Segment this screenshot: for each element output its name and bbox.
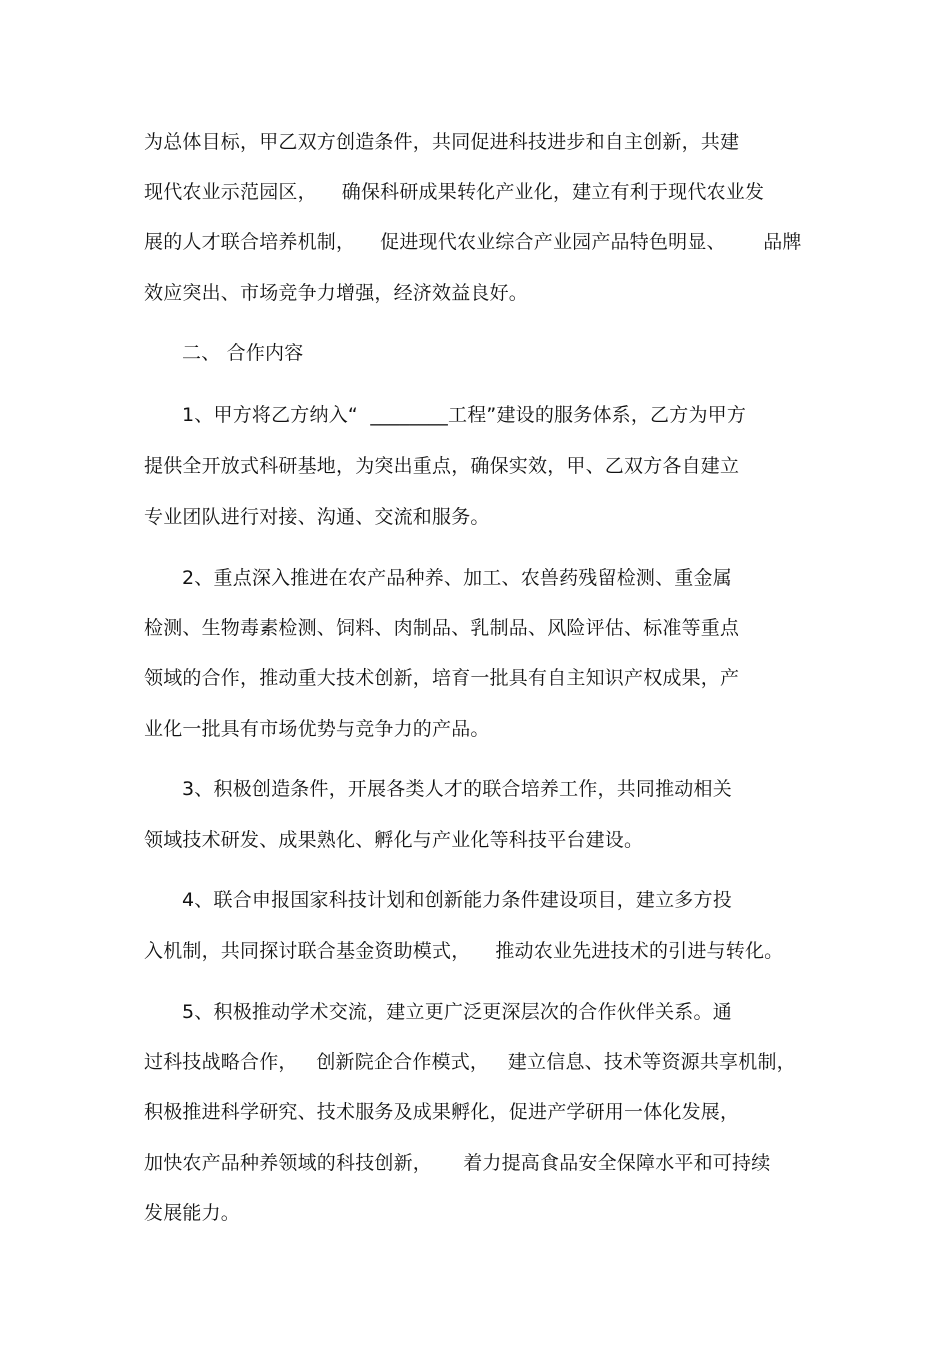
item-5-line-5: 发展能力。	[144, 1202, 241, 1224]
paragraph-goal-line-3: 展的人才联合培养机制， 促进现代农业综合产业园产品特色明显、 品牌	[144, 231, 802, 253]
paragraph-goal-line-1: 为总体目标，甲乙双方创造条件，共同促进科技进步和自主创新，共建	[144, 131, 740, 153]
item-5-line-2: 过科技战略合作， 创新院企合作模式， 建立信息、技术等资源共享机制，	[144, 1051, 796, 1073]
item-3-line-2: 领域技术研发、成果熟化、孵化与产业化等科技平台建设。	[144, 829, 644, 851]
item-5-line-3: 积极推进科学研究、技术服务及成果孵化，促进产学研用一体化发展，	[144, 1101, 740, 1123]
item-5-line-4: 加快农产品种养领域的科技创新， 着力提高食品安全保障水平和可持续	[144, 1152, 771, 1174]
item-2-line-1: 2、重点深入推进在农产品种养、加工、农兽药残留检测、重金属	[182, 567, 732, 589]
item-4-line-1: 4、联合申报国家科技计划和创新能力条件建设项目，建立多方投	[182, 889, 732, 911]
item-2-line-3: 领域的合作，推动重大技术创新，培育一批具有自主知识产权成果，产	[144, 667, 740, 689]
item-1-line-2: 提供全开放式科研基地，为突出重点，确保实效，甲、乙双方各自建立	[144, 455, 740, 477]
item-4-line-2: 入机制，共同探讨联合基金资助模式， 推动农业先进技术的引进与转化。	[144, 940, 784, 962]
item-3-line-1: 3、积极创造条件，开展各类人才的联合培养工作，共同推动相关	[182, 778, 732, 800]
item-2-line-4: 业化一批具有市场优势与竞争力的产品。	[144, 718, 490, 740]
item-1-line-1: 1、甲方将乙方纳入“ ________工程”建设的服务体系，乙方为甲方	[182, 404, 747, 426]
item-5-line-1: 5、积极推动学术交流，建立更广泛更深层次的合作伙伴关系。通	[182, 1001, 732, 1023]
item-2-line-2: 检测、生物毒素检测、饲料、肉制品、乳制品、风险评估、标准等重点	[144, 617, 740, 639]
paragraph-goal-line-2: 现代农业示范园区， 确保科研成果转化产业化，建立有利于现代农业发	[144, 181, 765, 203]
item-1-line-3: 专业团队进行对接、沟通、交流和服务。	[144, 506, 490, 528]
section-heading: 二、 合作内容	[182, 342, 304, 364]
paragraph-goal-line-4: 效应突出、市场竞争力增强，经济效益良好。	[144, 282, 529, 304]
